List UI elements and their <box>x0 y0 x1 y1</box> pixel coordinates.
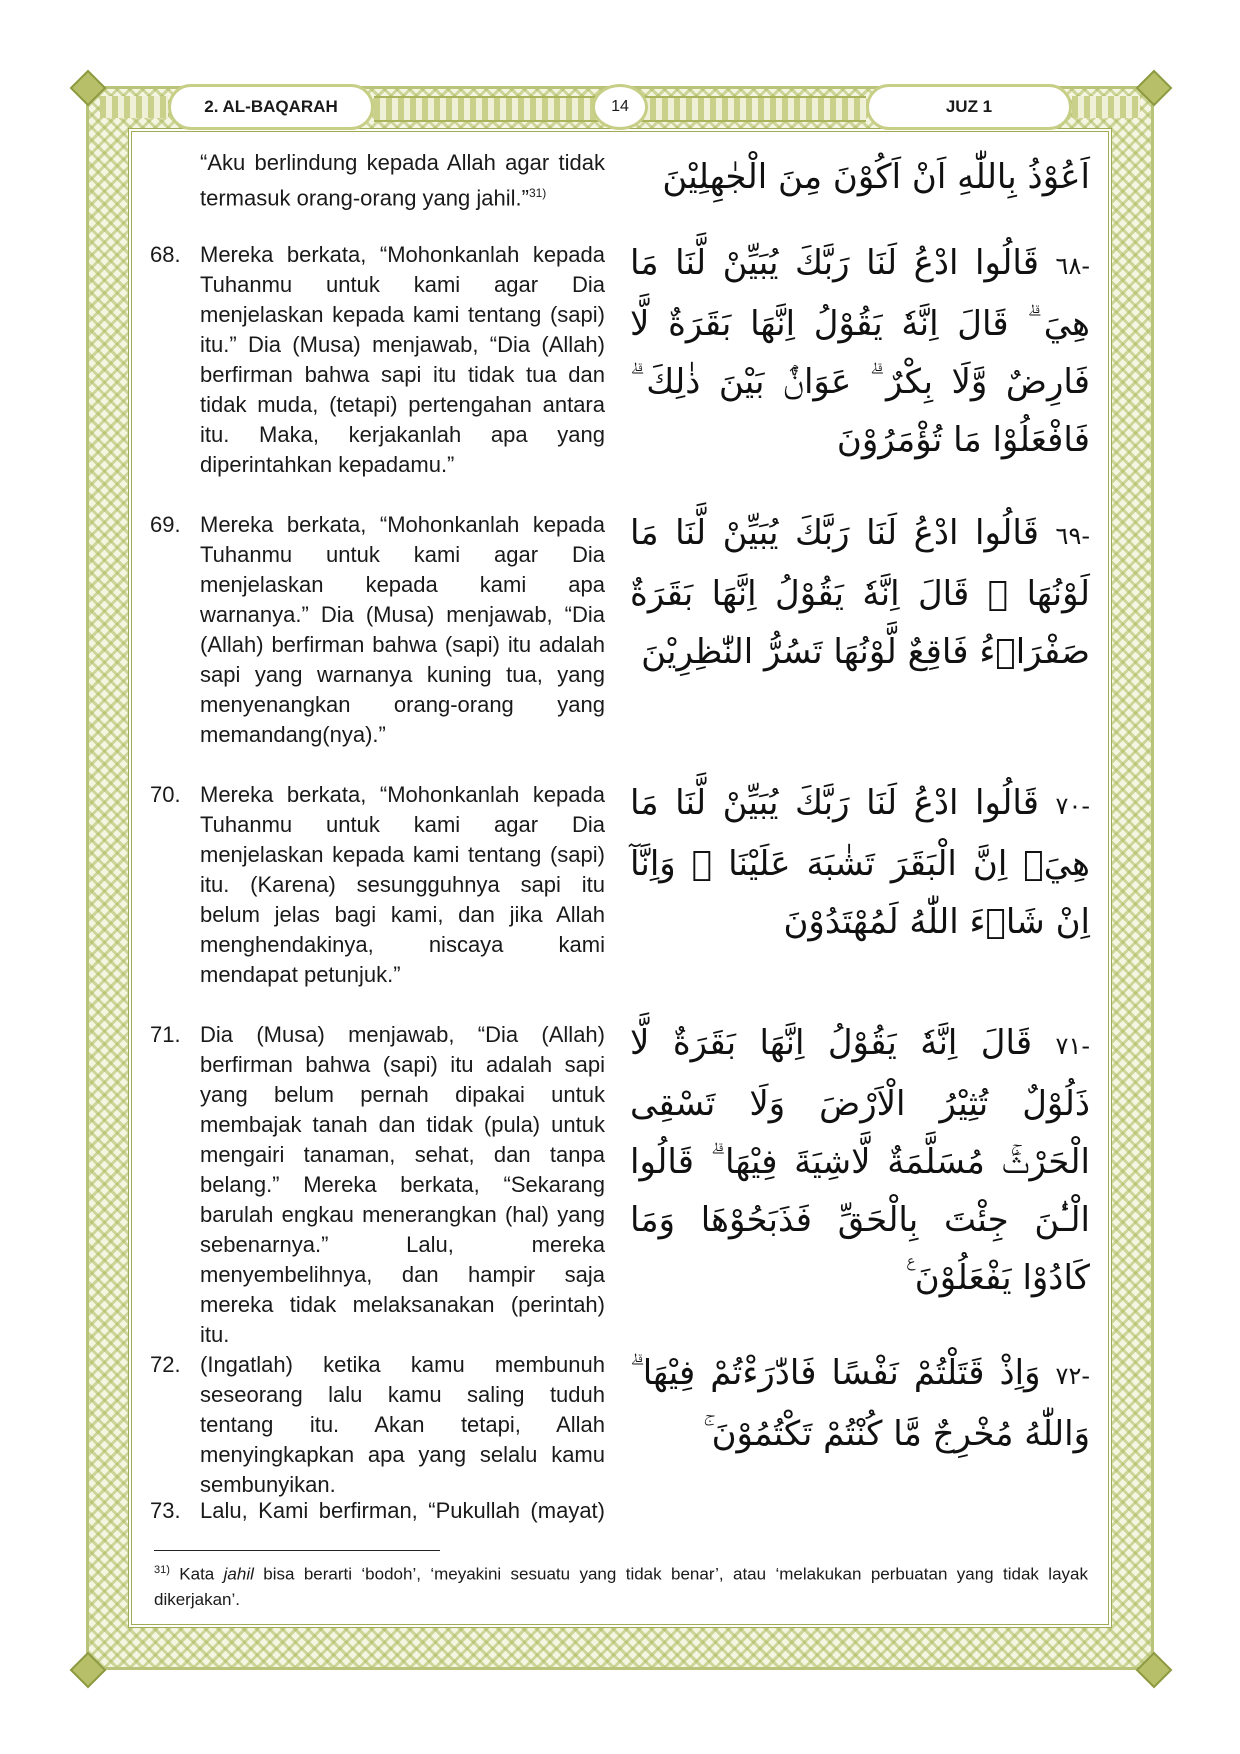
arabic-text: -٧٠ قَالُوا ادْعُ لَنَا رَبَّكَ يُبَيِّنْ لَّنَا مَا هِيَۙ اِنَّ الْبَقَرَ تَشٰبَهَ عَلَيْنَا ۗ وَاِنَّآ اِنْ شَاۤءَ اللّٰهُ لَمُهْتَدُوْنَ <box>630 783 1090 942</box>
translation <box>150 510 605 750</box>
arabic-text: اَعُوْذُ بِاللّٰهِ اَنْ اَكُوْنَ مِنَ الْجٰهِلِيْنَ <box>662 157 1090 197</box>
translation <box>150 1496 605 1526</box>
arabic-text: -٧٢ وَاِذْ قَتَلْتُمْ نَفْسًا فَادّٰرَءْتُمْ فِيْهَا ۗ وَاللّٰهُ مُخْرِجٌ مَّا كُنْتُمْ تَكْتُمُوْنَ ۚ <box>630 1353 1090 1454</box>
verse-number: 71. <box>150 1022 181 1047</box>
juz-label: JUZ 1 <box>866 84 1072 130</box>
translation-text: (Ingatlah) ketika kamu membunuh seseorang lalu kamu saling tuduh tentang itu. Akan tetapi, Allah menyingkapkan apa yang selalu kamu sembunyikan. <box>200 1352 605 1497</box>
arabic-verse-number: -٧٢ <box>1055 1362 1090 1390</box>
arabic-text: -٦٨ قَالُوا ادْعُ لَنَا رَبَّكَ يُبَيِّنْ لَّنَا مَا هِيَ ۗ قَالَ اِنَّهٗ يَقُوْلُ اِنَّهَا بَقَرَةٌ لَّا فَارِضٌ وَّلَا بِكْرٌ ۗ عَوَانٌۢ بَيْنَ ذٰلِكَ ۗ فَافْعَلُوْا مَا تُؤْمَرُوْنَ <box>630 243 1090 460</box>
translation <box>150 780 605 990</box>
translation <box>150 1350 605 1500</box>
translation-text: “Aku berlindung kepada Allah agar tidak termasuk orang-orang yang jahil.”$^{31)}$ <box>200 150 605 211</box>
arabic-verse-number: -٧٠ <box>1055 792 1090 820</box>
header-ornament-band <box>1072 96 1140 118</box>
translation-text: Mereka berkata, “Mohonkanlah kepada Tuhanmu untuk kami agar Dia menjelaskan kepada kami apa warnanya.” Dia (Musa) menjawab, “Dia (Allah) berfirman bahwa (sapi) itu adalah sapi yang warnanya kuning tua, yang menyenangkan orang-orang yang memandang(nya).” <box>200 512 605 747</box>
arabic-text: -٦٩ قَالُوا ادْعُ لَنَا رَبَّكَ يُبَيِّنْ لَّنَا مَا لَوْنُهَا ۗ قَالَ اِنَّهٗ يَقُوْلُ اِنَّهَا بَقَرَةٌ صَفْرَاۤءُ فَاقِعٌ لَّوْنُهَا تَسُرُّ النّٰظِرِيْنَ <box>630 513 1090 672</box>
arabic-verse-number: -٦٨ <box>1055 252 1090 280</box>
arabic-verse-number: -٦٩ <box>1055 522 1090 550</box>
translation-text: Mereka berkata, “Mohonkanlah kepada Tuhanmu untuk kami agar Dia menjelaskan kepada kami tentang (sapi) itu.” Dia (Musa) menjawab, “Dia (Allah) berfirman bahwa sapi itu tidak tua dan tidak muda, (tetapi) pertengahan antara itu. Maka, kerjakanlah apa yang diperintahkan kepadamu.” <box>200 242 605 477</box>
translation <box>150 1020 605 1350</box>
verse-number: 70. <box>150 782 181 807</box>
footnote-term: jahil <box>223 1564 254 1584</box>
page-number: 14 <box>592 84 648 130</box>
translation <box>150 240 605 480</box>
surah-label: 2. AL-BAQARAH <box>168 84 374 130</box>
footnote-number: 31) <box>154 1564 170 1576</box>
footnote: $^{31)}$ Kata jahil bisa berarti ‘bodoh’, ‘meyakini sesuatu yang tidak benar’, atau ‘melakukan perbuatan yang tidak layak dikerjakan’. <box>154 1564 1088 1609</box>
arabic-verse-number: -٧١ <box>1055 1032 1090 1060</box>
translation-text: Lalu, Kami berfirman, “Pukullah (mayat) <box>200 1498 605 1523</box>
verse-number: 69. <box>150 512 181 537</box>
header-ornament-band <box>100 96 168 118</box>
translation <box>150 148 605 213</box>
footnote-divider <box>154 1550 440 1551</box>
verse-number <box>150 148 200 213</box>
translation-text: Mereka berkata, “Mohonkanlah kepada Tuhanmu untuk kami agar Dia menjelaskan kepada kami tentang (sapi) itu. (Karena) sesungguhnya sapi itu belum jelas bagi kami, dan jika Allah menghendakinya, niscaya kami mendapat petunjuk.” <box>200 782 605 987</box>
verse-number: 72. <box>150 1352 181 1377</box>
verse-number: 68. <box>150 242 181 267</box>
arabic-text: -٧١ قَالَ اِنَّهٗ يَقُوْلُ اِنَّهَا بَقَرَةٌ لَّا ذَلُوْلٌ تُثِيْرُ الْاَرْضَ وَلَا تَسْقِى الْحَرْثَۚ مُسَلَّمَةٌ لَّاشِيَةَ فِيْهَا ۗ قَالُوا الْـٰٔنَ جِئْتَ بِالْحَقِّ فَذَبَحُوْهَا وَمَا كَادُوْا يَفْعَلُوْنَ ࣖ <box>630 1023 1090 1298</box>
footnote-marker[interactable]: 31) <box>528 186 547 200</box>
translation-text: Dia (Musa) menjawab, “Dia (Allah) berfirman bahwa (sapi) itu adalah sapi yang belum pernah dipakai untuk membajak tanah dan tidak (pula) untuk mengairi tanaman, sehat, dan tanpa belang.” Mereka berkata, “Sekarang barulah engkau menerangkan (hal) yang sebenarnya.” Lalu, mereka menyembelihnya, dan hampir saja mereka tidak melaksanakan (perintah) itu. <box>200 1022 605 1347</box>
verse-number: 73. <box>150 1498 181 1523</box>
